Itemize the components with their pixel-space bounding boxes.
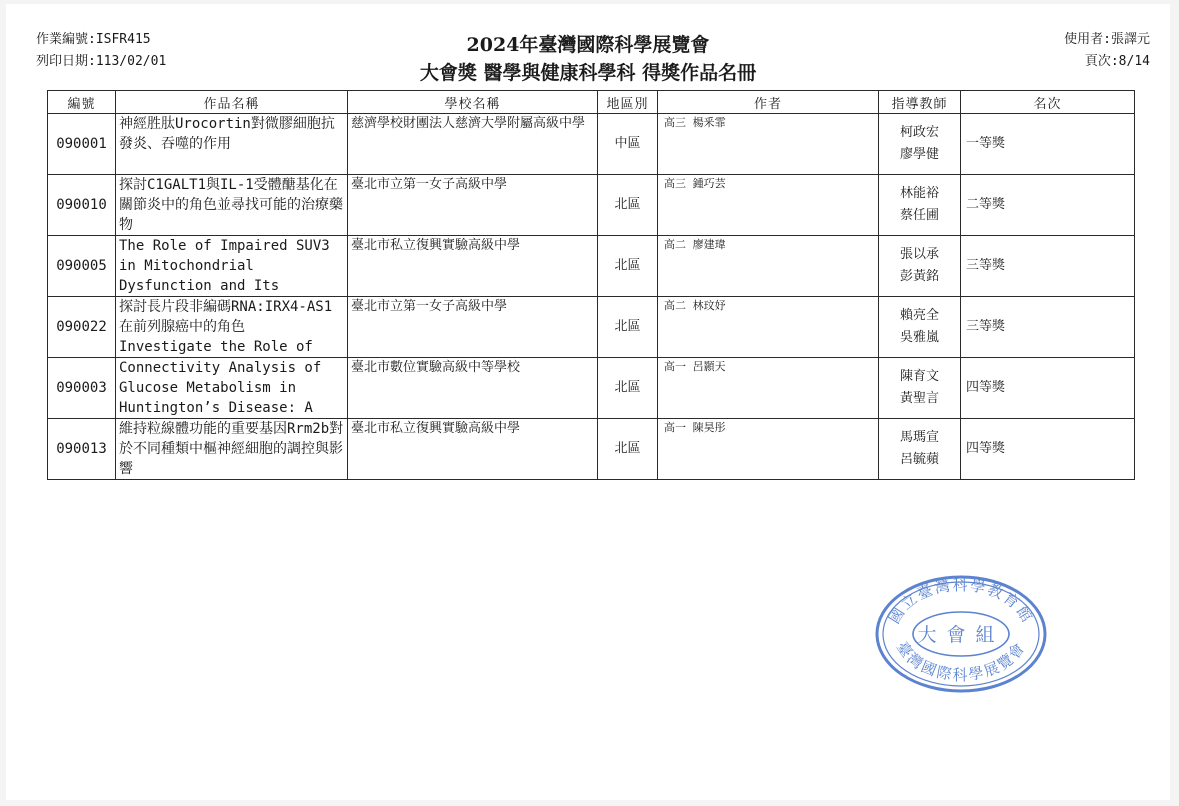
advisor: 蔡任圃 xyxy=(899,208,939,223)
author: 高一 陳昊彤 xyxy=(658,419,879,480)
table-row xyxy=(48,419,1135,480)
award-rank: 四等獎 xyxy=(961,419,1135,480)
table-row xyxy=(48,114,1135,175)
column-header: 學校名稱 xyxy=(348,91,598,114)
advisor: 吳雅嵐 xyxy=(899,330,939,345)
advisor: 林能裕 xyxy=(899,186,939,201)
region: 北區 xyxy=(598,175,658,236)
region: 北區 xyxy=(598,236,658,297)
column-header: 地區別 xyxy=(598,91,658,114)
advisor: 陳育文 xyxy=(899,369,939,384)
seal-top-text: 國立臺灣科學教育館 xyxy=(885,576,1037,627)
region: 北區 xyxy=(598,358,658,419)
table-row xyxy=(48,236,1135,297)
award-rank: 四等獎 xyxy=(961,358,1135,419)
user-label: 使用者:張譯元 xyxy=(1064,32,1150,47)
print-date: 列印日期:113/02/01 xyxy=(36,54,167,69)
region: 北區 xyxy=(598,419,658,480)
project-id: 090003 xyxy=(48,358,116,419)
seal-bottom-text: 臺灣國際科學展覽會 xyxy=(892,638,1030,684)
award-rank: 三等獎 xyxy=(961,297,1135,358)
region: 中區 xyxy=(598,114,658,175)
project-title: The Role of Impaired SUV3 in Mitochondrial Dysfunction and Its xyxy=(119,238,330,294)
column-header: 編號 xyxy=(48,91,116,114)
column-header: 指導教師 xyxy=(879,91,961,114)
school-name: 臺北市數位實驗高級中等學校 xyxy=(348,358,598,419)
column-header: 作者 xyxy=(658,91,879,114)
table-header-row xyxy=(48,91,1135,114)
advisor: 張以承 xyxy=(899,247,939,262)
column-header: 作品名稱 xyxy=(116,91,348,114)
project-title: 探討長片段非編碼RNA:IRX4-AS1在前列腺癌中的角色 Investigate the Role of xyxy=(119,299,333,355)
table-row xyxy=(48,358,1135,419)
project-title: 神經胜肽Urocortin對微膠細胞抗發炎、吞噬的作用 xyxy=(119,116,335,152)
school-name: 臺北市私立復興實驗高級中學 xyxy=(348,419,598,480)
project-title: 維持粒線體功能的重要基因Rrm2b對於不同種類中樞神經細胞的調控與影響 xyxy=(119,421,344,477)
project-id: 090001 xyxy=(48,114,116,175)
awards-table xyxy=(47,90,1135,480)
author: 高三 鍾巧芸 xyxy=(658,175,879,236)
author: 高二 廖建瑋 xyxy=(658,236,879,297)
school-name: 慈濟學校財團法人慈濟大學附屬高級中學 xyxy=(348,114,598,175)
page-subtitle: 大會獎 醫學與健康科學科 得獎作品名冊 xyxy=(419,62,757,84)
seal-center-text: 大會組 xyxy=(917,624,1005,646)
advisor: 呂毓蘋 xyxy=(899,452,939,467)
project-id: 090005 xyxy=(48,236,116,297)
award-rank: 三等獎 xyxy=(961,236,1135,297)
region: 北區 xyxy=(598,297,658,358)
page-title: 2024年臺灣國際科學展覽會 xyxy=(466,34,710,56)
project-id: 090022 xyxy=(48,297,116,358)
advisor: 馬瑪宣 xyxy=(899,430,939,445)
author: 高一 呂顥天 xyxy=(658,358,879,419)
advisor: 黃聖言 xyxy=(899,391,939,406)
table-row xyxy=(48,175,1135,236)
page-number: 頁次:8/14 xyxy=(1084,54,1150,69)
document-page xyxy=(6,4,1170,800)
official-seal-stamp xyxy=(874,574,1048,694)
project-title: 探討C1GALT1與IL-1受體醣基化在關節炎中的角色並尋找可能的治療藥物 xyxy=(119,177,343,233)
school-name: 臺北市私立復興實驗高級中學 xyxy=(348,236,598,297)
job-id: 作業編號:ISFR415 xyxy=(36,32,151,47)
project-id: 090013 xyxy=(48,419,116,480)
advisor: 彭黃銘 xyxy=(899,269,939,284)
project-title: Connectivity Analysis of Glucose Metabolism in Huntington’s Disease: A xyxy=(119,360,322,416)
table-row xyxy=(48,297,1135,358)
column-header: 名次 xyxy=(961,91,1135,114)
advisor: 賴亮全 xyxy=(899,308,939,323)
project-id: 090010 xyxy=(48,175,116,236)
award-rank: 二等獎 xyxy=(961,175,1135,236)
school-name: 臺北市立第一女子高級中學 xyxy=(348,297,598,358)
award-rank: 一等獎 xyxy=(961,114,1135,175)
advisor: 廖學健 xyxy=(899,147,939,162)
school-name: 臺北市立第一女子高級中學 xyxy=(348,175,598,236)
author: 高三 楊釆霏 xyxy=(658,114,879,175)
author: 高二 林玟妤 xyxy=(658,297,879,358)
advisor: 柯政宏 xyxy=(899,125,939,140)
header-meta-right xyxy=(1064,29,1150,73)
